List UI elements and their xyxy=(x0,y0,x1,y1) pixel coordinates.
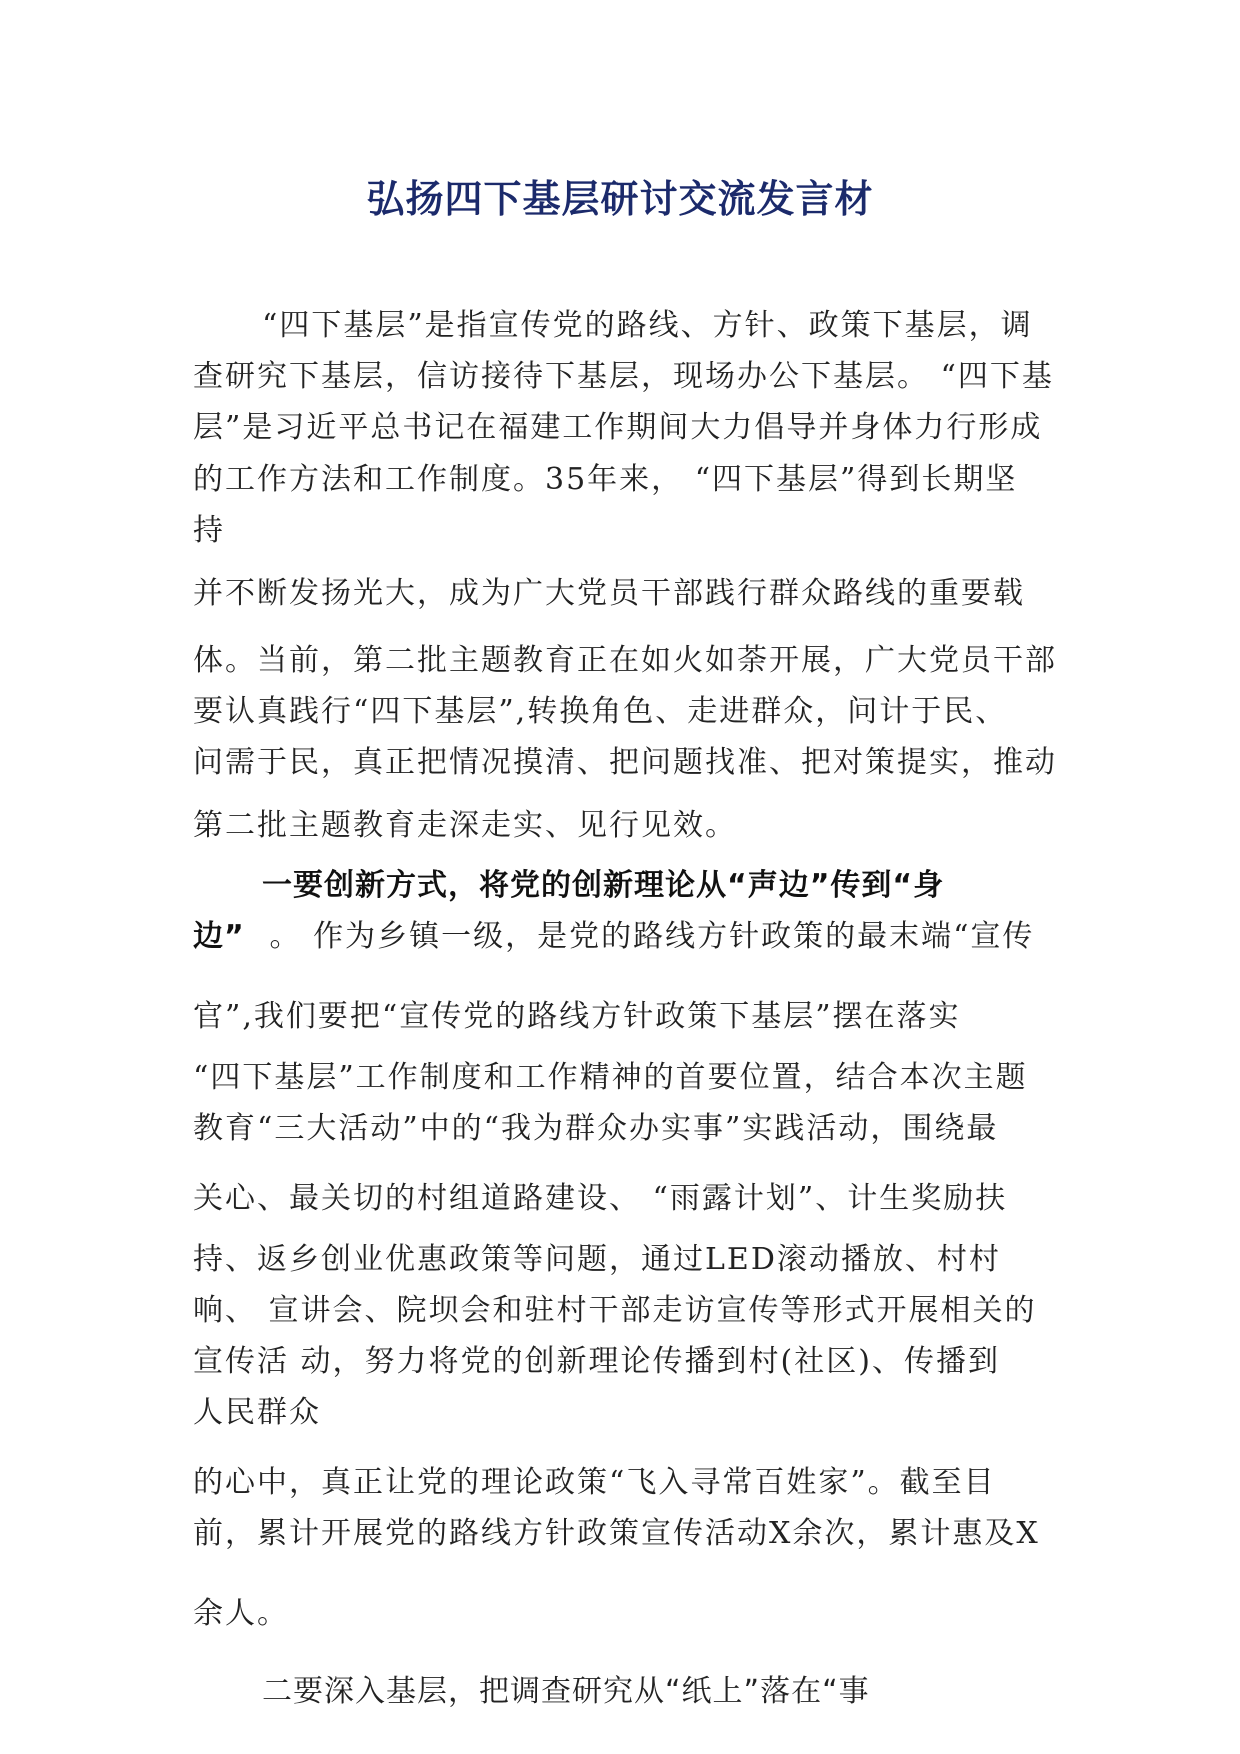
paragraph-line-18: 宣传活 动，努力将党的创新理论传播到村(社区)、传播到 xyxy=(193,1344,1000,1379)
paragraph-line-2: 查研究下基层，信访接待下基层，现场办公下基层。 “四下基 xyxy=(193,359,1054,394)
section-heading-1-end: 边” xyxy=(193,919,245,954)
document-title: 弘扬四下基层研讨交流发言材 xyxy=(366,177,874,221)
paragraph-line-20: 的心中，真正让党的理论政策“飞入寻常百姓家”。截至目 xyxy=(193,1465,996,1500)
paragraph-line-21: 前，累计开展党的路线方针政策宣传活动X余次，累计惠及X xyxy=(193,1516,1040,1551)
paragraph-line-10: 第二批主题教育走深走实、见行见效。 xyxy=(193,808,737,843)
paragraph-line-5: 持 xyxy=(193,513,225,548)
paragraph-line-12: 官”,我们要把“宣传党的路线方针政策下基层”摆在落实 xyxy=(193,999,961,1034)
paragraph-line-8: 要认真践行“四下基层”,转换角色、走进群众，问计于民、 xyxy=(193,694,1008,729)
paragraph-line-4: 的工作方法和工作制度。35年来， “四下基层”得到长期坚 xyxy=(193,462,1018,497)
paragraph-line-13: “四下基层”工作制度和工作精神的首要位置，结合本次主题 xyxy=(193,1060,1028,1095)
paragraph-line-9: 问需于民，真正把情况摸清、把问题找准、把对策提实，推动 xyxy=(193,745,1057,780)
section-heading-2: 二要深入基层，把调查研究从“纸上”落在“事 xyxy=(262,1674,870,1709)
paragraph-line-11: 。 作为乡镇一级，是党的路线方针政策的最末端“宣传 xyxy=(258,919,1035,954)
paragraph-line-22: 余人。 xyxy=(193,1596,289,1631)
paragraph-line-1: “四下基层”是指宣传党的路线、方针、政策下基层，调 xyxy=(262,308,1033,343)
paragraph-line-16: 持、返乡创业优惠政策等问题，通过LED滚动播放、村村 xyxy=(193,1242,1001,1277)
paragraph-line-6: 并不断发扬光大，成为广大党员干部践行群众路线的重要载 xyxy=(193,576,1025,611)
paragraph-line-3: 层”是习近平总书记在福建工作期间大力倡导并身体力行形成 xyxy=(193,410,1043,445)
section-heading-1: 一要创新方式，将党的创新理论从“声边”传到“身 xyxy=(262,868,945,903)
paragraph-line-14: 教育“三大活动”中的“我为群众办实事”实践活动，围绕最 xyxy=(193,1111,999,1146)
paragraph-line-19: 人民群众 xyxy=(193,1395,321,1430)
paragraph-line-7: 体。当前，第二批主题教育正在如火如荼开展，广大党员干部 xyxy=(193,643,1057,678)
paragraph-line-15: 关心、最关切的村组道路建设、 “雨露计划”、计生奖励扶 xyxy=(193,1181,1008,1216)
paragraph-line-17: 响、 宣讲会、院坝会和驻村干部走访宣传等形式开展相关的 xyxy=(193,1293,1037,1328)
